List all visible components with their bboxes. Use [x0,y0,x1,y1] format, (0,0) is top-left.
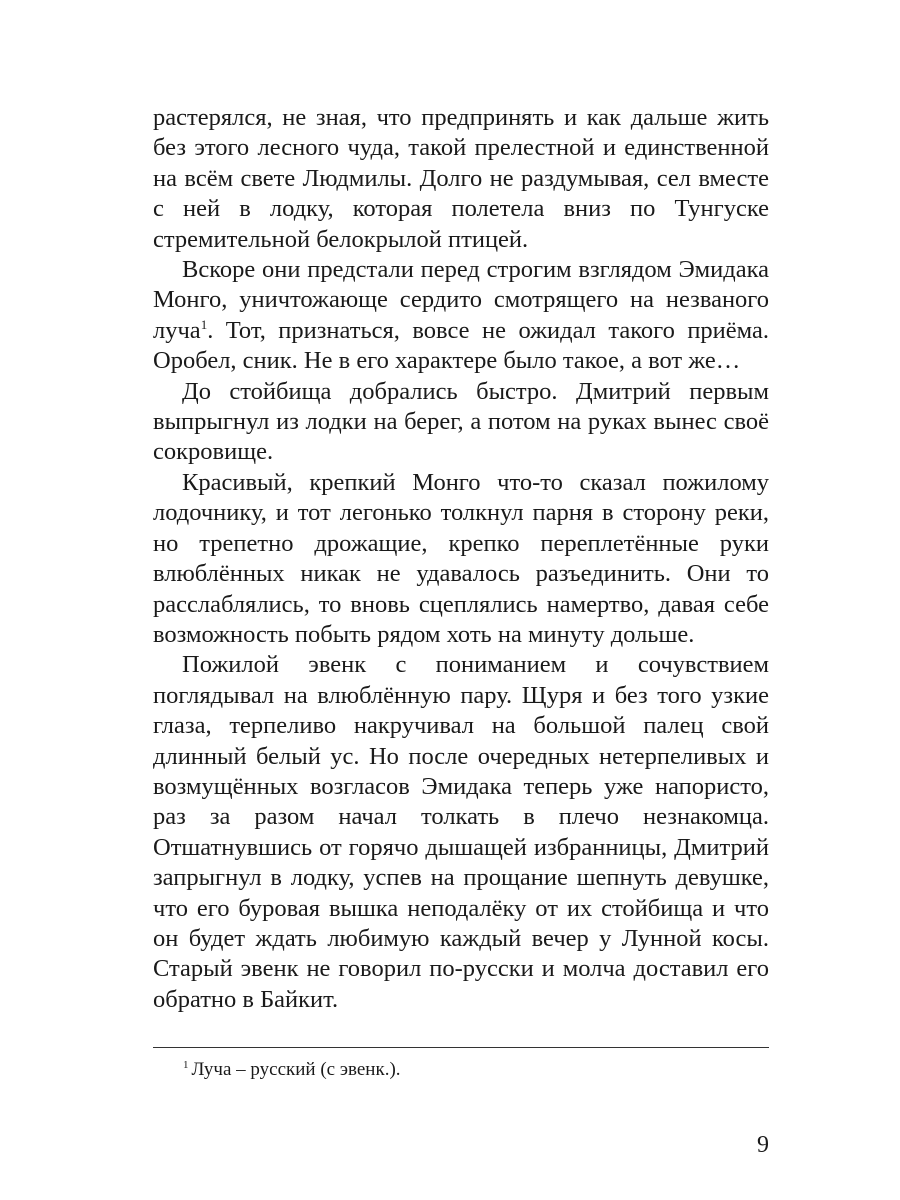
footnote-reference: 1 [200,316,208,332]
paragraph-4: Красивый, крепкий Монго что-то сказал пожилому лодочнику, и тот легонько толкнул парня в сторону реки, но трепетно дрожащие, крепко переплетённые руки влюблённых никак не удавалось разъединить. Они то расслаблялись, то вновь сцеплялись намертво, давая себе возможность побыть рядом хоть на минуту дольше. [153,468,769,648]
footnote-mark: 1 [183,1059,189,1071]
paragraph-2-end: . Тот, признаться, вовсе не ожидал такого приёма. Оробел, сник. Не в его характере было такое, а вот же… [153,316,769,375]
paragraph-5: Пожилой эвенк с пониманием и сочувствием поглядывал на влюблённую пару. Щуря и без того узкие глаза, терпеливо накручивал на большой палец свой длинный белый ус. Но после очередных нетерпеливых и возмущённых возгласов Эмидака теперь уже напористо, раз за разом начал толкать в плечо незнакомца. Отшатнувшись от горячо дышащей избранницы, Дмитрий запрыгнул в лодку, успев на прощание шепнуть девушке, что его буровая вышка неподалёку от их стойбища и что он будет ждать любимую каждый вечер у Лунной косы. Старый эвенк не говорил по-русски и молча доставил его обратно в Байкит. [153,651,769,1013]
footnote-text: Луча – русский (с эвенк.). [191,1059,401,1080]
paragraph-1: растерялся, не зная, что предпринять и как дальше жить без этого лесного чуда, такой прелестной и единственной на всём свете Людмилы. Долго не раздумывая, сел вместе с ней в лодку, которая полетела вниз по Тунгуске стремительной белокрылой птицей. [153,104,769,253]
footnote-divider [153,1047,769,1048]
paragraph-2 [153,255,769,377]
footnote [183,1058,769,1082]
paragraph-3: До стойбища добрались быстро. Дмитрий первым выпрыгнул из лодки на берег, а потом на руках вынес своё сокровище. [153,377,769,466]
main-text [153,103,769,1015]
page-number: 9 [757,1132,769,1158]
paragraph-2-start: Вскоре они предстали перед строгим взглядом Эмидака Монго, уничтожающе сердито смотрящего на незваного луча [153,256,769,344]
